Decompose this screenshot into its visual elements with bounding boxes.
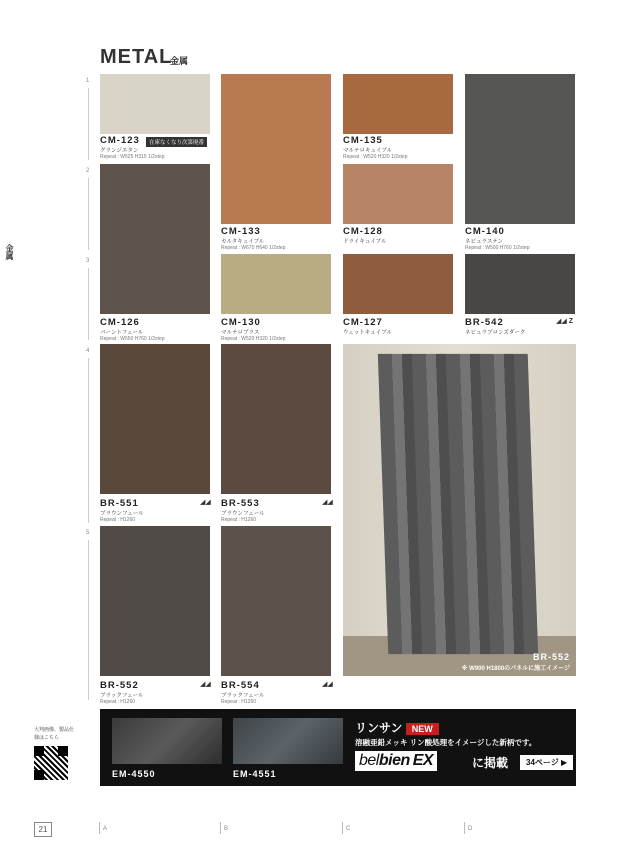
swatch-code: BR-551	[100, 498, 139, 509]
page-title-jp: 金属	[170, 56, 189, 66]
swatch-name: マルテロキュイブル	[343, 148, 393, 154]
new-badge: NEW	[406, 723, 439, 735]
swatch-code: CM-140	[465, 226, 505, 237]
banner-title: リンサン	[355, 721, 403, 735]
swatch-repeat: Repeat : W520 H320 1/2step	[343, 154, 408, 160]
row-number: 5	[86, 530, 90, 536]
swatch-name: ウェットキュイブル	[343, 330, 392, 336]
swatch-code: CM-126	[100, 317, 140, 328]
page-ref-label: 34ページ	[526, 758, 559, 767]
swatch-repeat: Repeat : W525 H315 1/2step	[100, 154, 165, 160]
swatch-code: CM-133	[221, 226, 261, 237]
swatch-code: CM-123	[100, 135, 140, 146]
feature-icons: ◢◢ Z	[556, 318, 573, 325]
footer-divider	[220, 822, 221, 834]
row-number: 3	[86, 258, 90, 264]
feature-icons: ◢◢	[322, 681, 333, 688]
swatch-code: BR-553	[221, 498, 260, 509]
banner-page-ref[interactable]: 34ページ ▶	[520, 755, 573, 770]
swatch-repeat: Repeat : W500 H760 1/2step	[465, 245, 530, 251]
row-divider	[88, 268, 89, 340]
footer-divider	[464, 822, 465, 834]
swatch-name: グランジエタン	[100, 148, 139, 154]
swatch-code: CM-130	[221, 317, 261, 328]
swatch-code: CM-128	[343, 226, 383, 237]
swatch-br-542[interactable]	[465, 254, 575, 314]
leaning-panel	[378, 354, 538, 654]
swatch-name: ネビュラブロンズダーク	[465, 330, 526, 336]
swatch-repeat: Repeat : H1260	[100, 699, 136, 705]
side-category-label: 金属	[5, 244, 14, 260]
banner-swatch-em-4551[interactable]	[233, 718, 343, 764]
new-product-banner[interactable]	[100, 709, 576, 786]
footer-col-label: B	[224, 826, 229, 832]
banner-desc: 溶融亜鉛メッキ リン酸処理をイメージした新柄です。	[355, 738, 537, 747]
swatch-code: BR-552	[100, 680, 139, 691]
swatch-name: ドライキュイブル	[343, 239, 387, 245]
photo-code: BR-552	[532, 652, 570, 662]
swatch-cm-127[interactable]	[343, 254, 453, 314]
belbien-logo	[355, 751, 437, 771]
swatch-code: BR-542	[465, 317, 504, 328]
row-number: 4	[86, 348, 90, 354]
swatch-repeat: Repeat : H1260	[100, 517, 136, 523]
swatch-repeat: Repeat : H1260	[221, 699, 257, 705]
banner-code: EM-4551	[233, 769, 277, 779]
footer-col-label: A	[103, 826, 108, 832]
swatch-name: カルタキュイブル	[221, 239, 265, 245]
row-divider	[88, 540, 89, 700]
swatch-cm-133[interactable]	[221, 74, 331, 224]
swatch-name: ブラウンフェール	[100, 511, 144, 517]
banner-swatch-em-4550[interactable]	[112, 718, 222, 764]
row-divider	[88, 88, 89, 160]
swatch-cm-123[interactable]	[100, 74, 210, 134]
swatch-code: CM-135	[343, 135, 383, 146]
feature-icons: ◢◢	[200, 681, 211, 688]
feature-icons: ◢◢	[322, 499, 333, 506]
footer-divider	[99, 822, 100, 834]
swatch-repeat: Repeat : W550 H760 1/2step	[100, 336, 165, 342]
swatch-name: ブラックフェール	[221, 693, 265, 699]
row-divider	[88, 358, 89, 523]
swatch-br-553[interactable]	[221, 344, 331, 494]
swatch-cm-126[interactable]	[100, 164, 210, 314]
swatch-repeat: Repeat : W520 H320 1/2step	[221, 336, 286, 342]
swatch-cm-140[interactable]	[465, 74, 575, 224]
swatch-br-554[interactable]	[221, 526, 331, 676]
footer-divider	[342, 822, 343, 834]
swatch-cm-135[interactable]	[343, 74, 453, 134]
logo-bien: bien	[378, 752, 410, 769]
logo-ex: EX	[412, 752, 434, 769]
qr-code-icon[interactable]	[34, 746, 68, 780]
banner-listed: に掲載	[472, 756, 509, 770]
swatch-name: ブラックフェール	[100, 693, 144, 699]
photo-note: ※ W900 H1800のパネルに施工イメージ	[461, 666, 570, 672]
row-divider	[88, 178, 89, 250]
swatch-cm-130[interactable]	[221, 254, 331, 314]
page-title: METAL	[100, 46, 173, 68]
footer-col-label: C	[346, 826, 351, 832]
swatch-br-552[interactable]	[100, 526, 210, 676]
swatch-repeat: Repeat : W670 H640 1/2step	[221, 245, 286, 251]
swatch-name: マルテロブラス	[221, 330, 260, 336]
row-number: 2	[86, 168, 90, 174]
feature-icons: ◢◢	[200, 499, 211, 506]
footer-col-label: D	[468, 826, 473, 832]
discontinued-badge: 在庫なくなり次第廃番	[146, 137, 207, 147]
swatch-code: BR-554	[221, 680, 260, 691]
page-number: 21	[34, 822, 52, 837]
banner-code: EM-4550	[112, 769, 156, 779]
installation-photo[interactable]	[343, 344, 576, 676]
swatch-name: ブラウンフェール	[221, 511, 265, 517]
swatch-code: CM-127	[343, 317, 383, 328]
banner-heading	[355, 719, 439, 736]
swatch-name: ネビュラステン	[465, 239, 503, 245]
swatch-cm-128[interactable]	[343, 164, 453, 224]
row-number: 1	[86, 78, 90, 84]
qr-caption: 大判画像、製品仕様はこちら	[34, 727, 75, 741]
swatch-name: バーントフェール	[100, 330, 144, 336]
swatch-br-551[interactable]	[100, 344, 210, 494]
swatch-repeat: Repeat : H1260	[221, 517, 257, 523]
logo-bel: bel	[359, 752, 379, 769]
